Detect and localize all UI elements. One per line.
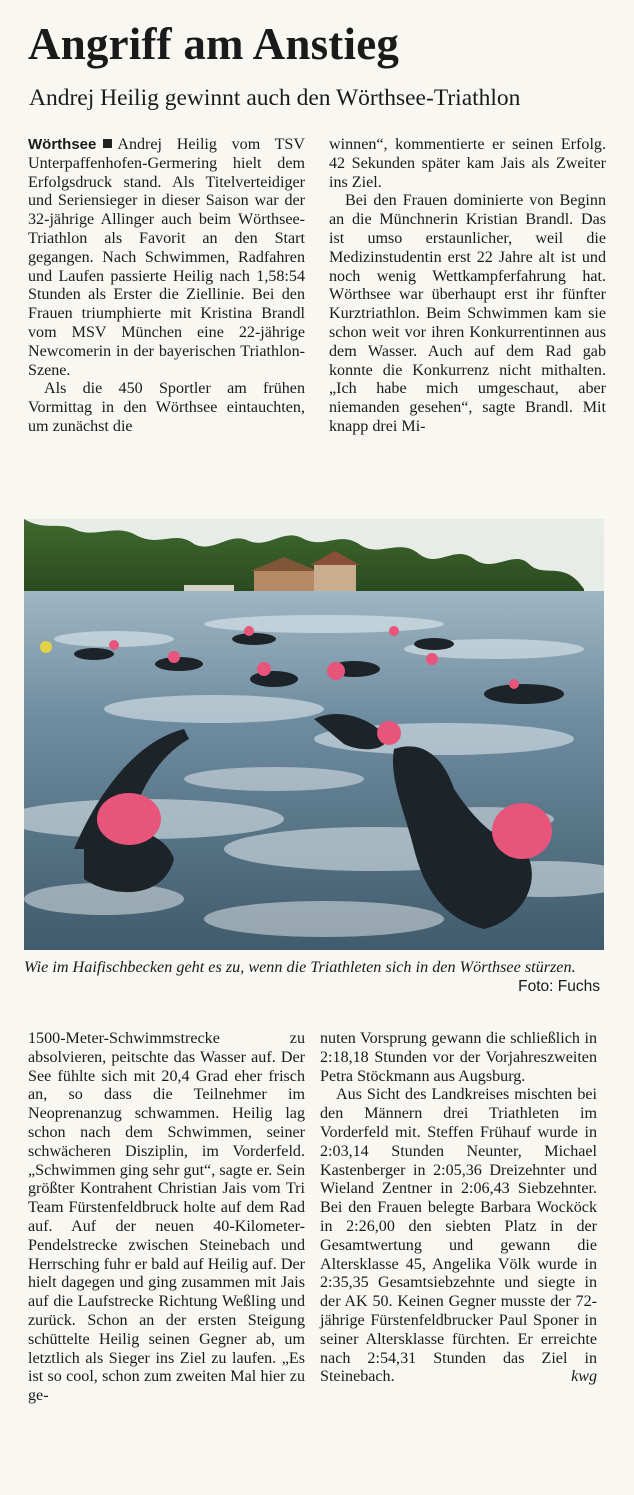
article-column-4 xyxy=(320,1030,597,1387)
paragraph: nuten Vorsprung gewann die schließlich in 2:18,18 Stunden vor der Vorjahreszweiten Petra Stöckmann aus Augsburg. xyxy=(320,1030,597,1085)
paragraph: Als die 450 Sportler am frühen Vormittag in den Wörthsee eintauchten, um zunächst die xyxy=(28,380,305,435)
photo-caption: Wie im Haifischbecken geht es zu, wenn die Triathleten sich in den Wörthsee stürzen. xyxy=(24,958,576,976)
swimmers-photo xyxy=(24,519,604,950)
headline: Angriff am Anstieg xyxy=(28,19,400,69)
dateline-square-icon xyxy=(103,139,112,148)
paragraph: 1500-Meter-Schwimmstrecke zu absolvieren, peitschte das Wasser auf. Der See fühlte sich mit 20,4 Grad eher frisch an, so dass die Teilnehmer im Neoprenanzug schwammen. Heilig lag schon nach dem Schwimmen, seiner schwächeren Disziplin, im Vorderfeld. „Schwimmen ging sehr gut“, sagte er. Sein größter Kontrahent Christian Jais vom Tri Team Fürstenfeldbruck holte auf dem Rad auf. Auf der neuen 40-Kilometer-Pendelstrecke zwischen Steinebach und Herrsching fuhr er bald auf Heilig auf. Der hielt dagegen und ging zusammen mit Jais auf die Laufstrecke Richtung Weßling und zurück. Schon an der ersten Steigung schüttelte Heilig seinen Gegner ab, um letztlich als Sieger ins Ziel zu laufen. „Es ist so cool, schon zum zweiten Mal hier zu ge- xyxy=(28,1030,305,1405)
paragraph: Bei den Frauen dominierte von Beginn an die Münchnerin Kristian Brandl. Das ist umso erstaunlicher, weil die Medizinstudentin erst 22 Jahre alt ist und noch wenig Wettkampferfahrung hat. Wörthsee war überhaupt erst ihr fünfter Kurztriathlon. Beim Schwimmen kam sie schon weit vor ihren Konkurrentinnen aus dem Wasser. Auch auf dem Rad gab konnte die Konkurrenz nicht mithalten. „Ich habe mich umgeschaut, aber niemanden gesehen“, sagte Brandl. Mit knapp drei Mi- xyxy=(329,192,606,435)
paragraph-text: Andrej Heilig vom TSV Unterpaffenhofen-Germering hielt dem Erfolgsdruck stand. Als Titelverteidiger und Seriensieger in dieser Saison war der 32-jährige Allinger auch beim Wörthsee-Triathlon als Favorit an den Start gegangen. Nach Schwimmen, Radfahren und Laufen passierte Heilig nach 1,58:54 Stunden als Erster die Ziellinie. Bei den Frauen triumphierte mit Kristina Brandl vom MSV München eine 22-jährige Newcomerin in der bayerischen Triathlon-Szene. xyxy=(28,136,305,379)
paragraph xyxy=(320,1086,597,1387)
photo-credit: Foto: Fuchs xyxy=(518,978,600,995)
paragraph-text: Aus Sicht des Landkreises mischten bei den Männern drei Triathleten im Vorderfeld mit. Steffen Frühauf wurde in 2:03,14 Stunden Neunter, Michael Kastenberger in 2:05,36 Dreizehnter und Wieland Zentner in 2:06,43 Siebzehnter. Bei den Frauen belegte Barbara Wocköck in 2:26,00 den siebten Platz in der Gesamtwertung und gewann die Altersklasse 45, Angelika Völk wurde in 2:35,35 Gesamtsiebzehnte und siegte in der AK 50. Keinen Gegner musste der 72-jährige Fürstenfeldbrucker Paul Sponer in seiner Altersklasse fürchten. Er erreichte nach 2:54,31 Stunden das Ziel in Steinebach. xyxy=(320,1086,597,1386)
dateline: Wörthsee xyxy=(28,136,97,153)
article-column-1 xyxy=(28,136,305,437)
swimmers-photo-image xyxy=(24,519,604,950)
author-signature: kwg xyxy=(571,1368,597,1386)
subheadline: Andrej Heilig gewinnt auch den Wörthsee-Triathlon xyxy=(29,85,521,111)
paragraph xyxy=(28,136,305,380)
paragraph: winnen“, kommentierte er seinen Erfolg. 42 Sekunden später kam Jais als Zweiter ins Ziel. xyxy=(329,136,606,191)
article-column-2 xyxy=(329,136,606,437)
article-column-3 xyxy=(28,1030,305,1406)
